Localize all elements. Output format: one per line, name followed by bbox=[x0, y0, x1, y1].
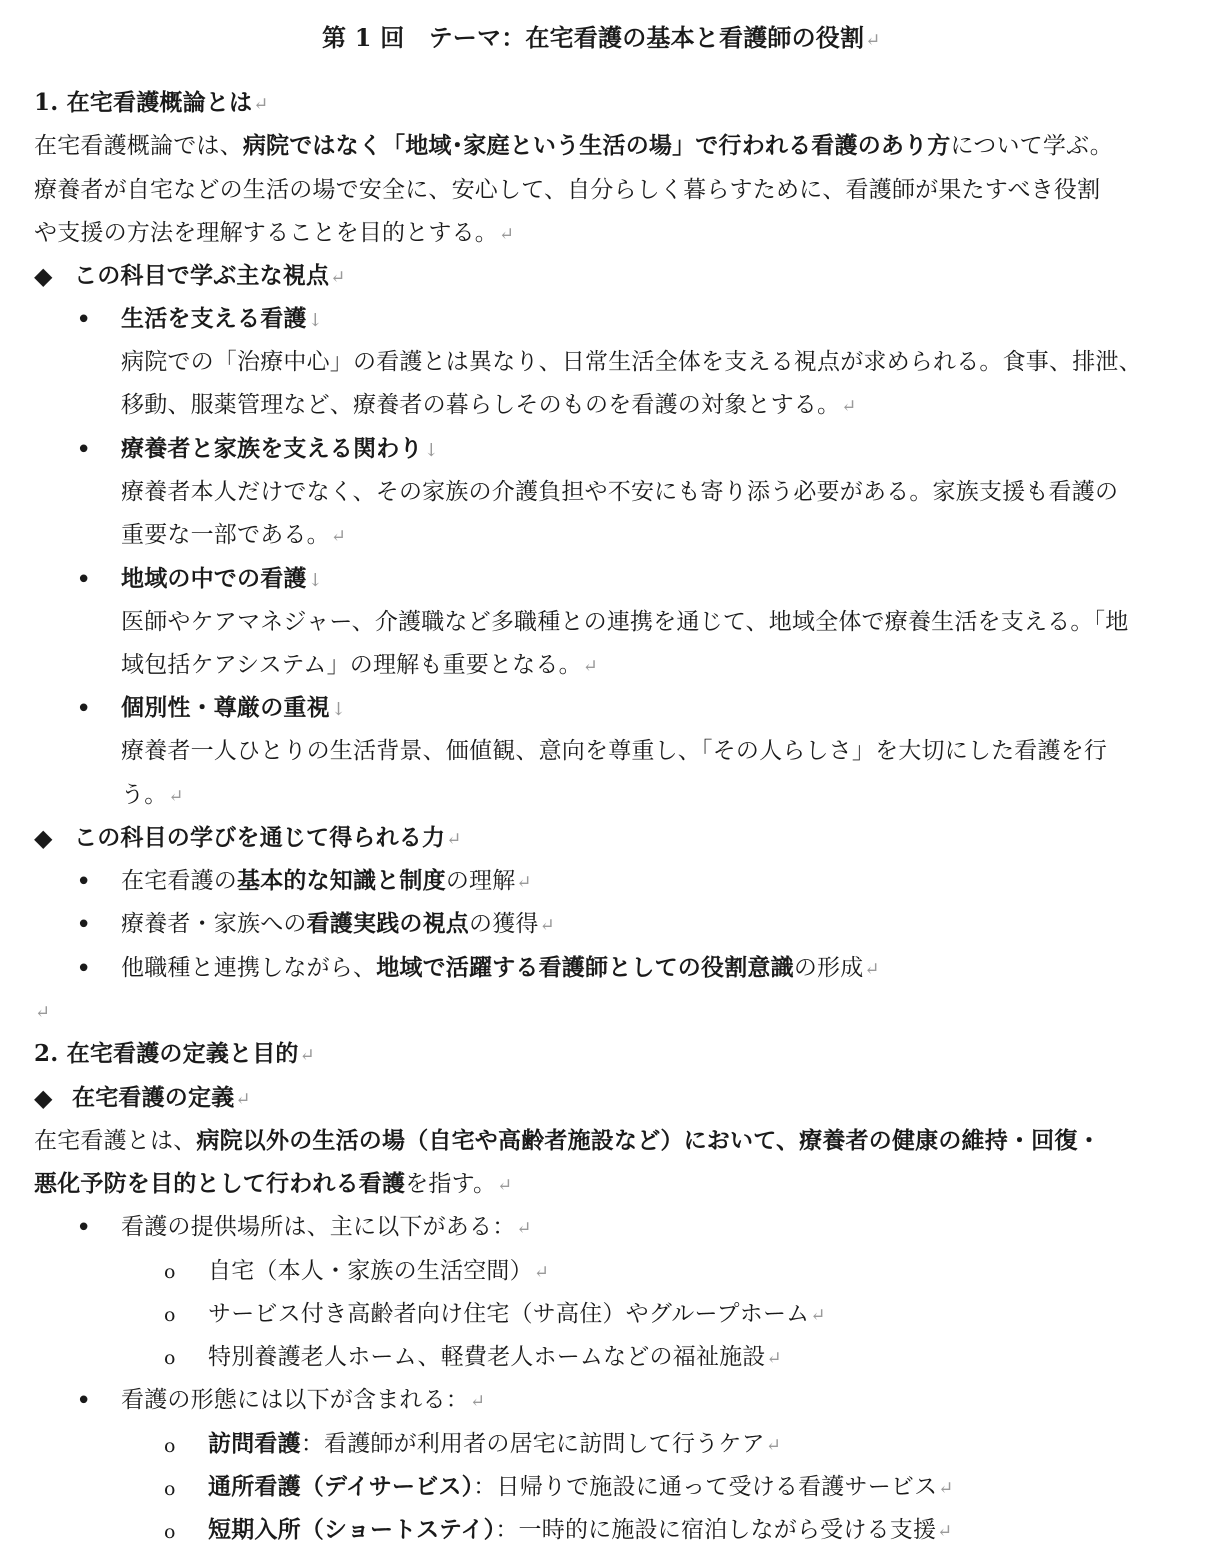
bullet-icon bbox=[76, 1213, 91, 1243]
sub-bullet-glyph: o bbox=[164, 1261, 176, 1283]
bullet-glyph: • bbox=[76, 694, 92, 724]
intro-line-3 bbox=[34, 218, 514, 250]
gain-item bbox=[121, 866, 532, 898]
form-desc: ：一時的に施設に宿泊しながら受ける支援 bbox=[495, 1517, 937, 1543]
line-break-mark: ↓ bbox=[307, 570, 323, 591]
sub-bullet-glyph: o bbox=[164, 1304, 176, 1326]
viewpoint-title-text: 個別性・尊厳の重視 bbox=[121, 694, 330, 721]
place-text: 特別養護老人ホーム、軽費老人ホームなどの福祉施設 bbox=[208, 1344, 766, 1370]
viewpoint-text: 移動、服薬管理など、療養者の暮らしそのものを看護の対象とする。 bbox=[121, 392, 841, 418]
return-mark: ↵ bbox=[766, 1348, 782, 1369]
intro-line-2 bbox=[34, 175, 1100, 205]
places-lead bbox=[121, 1212, 532, 1244]
bullet-glyph: • bbox=[76, 1386, 92, 1416]
viewpoint-text: 重要な一部である。 bbox=[121, 522, 330, 548]
gain-bold: 地域で活躍する看護師としての役割意識 bbox=[376, 954, 794, 981]
return-mark: ↵ bbox=[235, 1089, 251, 1110]
gains-heading bbox=[74, 823, 462, 855]
viewpoint-title-text: 生活を支える看護 bbox=[121, 305, 307, 332]
place-text: サービス付き高齢者向け住宅（サ高住）やグループホーム bbox=[208, 1301, 810, 1327]
viewpoint-body bbox=[121, 650, 598, 682]
return-mark: ↵ bbox=[938, 1478, 954, 1499]
intro-text: や支援の方法を理解することを目的とする。 bbox=[34, 220, 498, 246]
viewpoint-body bbox=[121, 607, 1128, 637]
bullet-icon bbox=[76, 565, 91, 595]
return-mark: ↵ bbox=[937, 1521, 953, 1542]
gain-item bbox=[121, 909, 555, 941]
diamond-bullet-icon bbox=[34, 1083, 52, 1113]
return-mark: ↵ bbox=[582, 656, 599, 677]
return-mark: ↵ bbox=[497, 1175, 513, 1196]
bullet-glyph: • bbox=[76, 867, 92, 897]
diamond-bullet-icon bbox=[34, 261, 52, 291]
sub-bullet-icon bbox=[164, 1300, 175, 1330]
viewpoint-text: 医師やケアマネジャー、介護職など多職種との連携を通じて、地域全体で療養生活を支える。「地 bbox=[121, 609, 1129, 635]
bullet-glyph: • bbox=[76, 910, 92, 940]
form-item bbox=[208, 1515, 952, 1547]
intro-text: 在宅看護概論では、 bbox=[34, 133, 243, 159]
return-mark: ↵ bbox=[470, 1391, 486, 1412]
viewpoint-body bbox=[121, 477, 1118, 507]
definition-heading-text: 在宅看護の定義 bbox=[72, 1084, 235, 1111]
section-2-heading bbox=[34, 1039, 315, 1071]
definition-bold: 悪化予防を目的として行われる看護 bbox=[34, 1170, 406, 1197]
viewpoint-body bbox=[121, 520, 346, 552]
viewpoint-title bbox=[121, 693, 346, 725]
gain-bold: 基本的な知識と制度 bbox=[237, 867, 446, 894]
form-name: 通所看護（デイサービス） bbox=[208, 1473, 474, 1500]
line-break-mark: ↓ bbox=[307, 310, 323, 331]
forms-lead bbox=[121, 1385, 485, 1417]
bullet-icon bbox=[76, 694, 91, 724]
return-mark: ↵ bbox=[516, 872, 532, 893]
place-item bbox=[208, 1256, 549, 1288]
viewpoint-title bbox=[121, 434, 439, 466]
sub-bullet-icon bbox=[164, 1517, 175, 1547]
viewpoints-heading-text: この科目で学ぶ主な視点 bbox=[74, 262, 330, 289]
bullet-icon bbox=[76, 867, 91, 897]
viewpoint-text: 療養者一人ひとりの生活背景、価値観、意向を尊重し、「その人らしさ」を大切にした看護を行 bbox=[121, 738, 1108, 764]
gain-text: 在宅看護の bbox=[121, 868, 237, 894]
diamond-glyph: ◆ bbox=[34, 824, 53, 852]
places-lead-text: 看護の提供場所は、主に以下がある： bbox=[121, 1214, 516, 1240]
diamond-bullet-icon bbox=[34, 823, 52, 853]
gain-text: の理解 bbox=[445, 868, 516, 894]
return-mark: ↵ bbox=[516, 1218, 532, 1239]
viewpoint-body bbox=[121, 390, 857, 422]
intro-text: について学ぶ。 bbox=[950, 133, 1113, 159]
form-desc: ：看護師が利用者の居宅に訪問して行うケア bbox=[300, 1431, 765, 1457]
definition-heading bbox=[72, 1083, 251, 1115]
page-title bbox=[322, 23, 881, 56]
sub-bullet-glyph: o bbox=[164, 1521, 176, 1543]
bullet-icon bbox=[76, 435, 91, 465]
sub-bullet-glyph: o bbox=[164, 1435, 176, 1457]
place-text: 自宅（本人・家族の生活空間） bbox=[208, 1258, 533, 1284]
form-desc: ：日帰りで施設に通って受ける看護サービス bbox=[473, 1474, 938, 1500]
return-mark: ↵ bbox=[446, 829, 462, 850]
viewpoint-text: 病院での「治療中心」の看護とは異なり、日常生活全体を支える視点が求められる。食事、排泄、 bbox=[121, 349, 1142, 375]
bullet-icon bbox=[76, 954, 91, 984]
definition-line-1 bbox=[34, 1126, 1101, 1156]
form-name: 短期入所（ショートステイ） bbox=[208, 1516, 496, 1543]
viewpoint-text: う。 bbox=[121, 782, 168, 808]
bullet-glyph: • bbox=[76, 954, 92, 984]
return-mark: ↵ bbox=[533, 1262, 550, 1283]
form-item bbox=[208, 1472, 954, 1504]
gain-text: の獲得 bbox=[469, 911, 539, 937]
bullet-icon bbox=[76, 305, 91, 335]
gains-heading-text: この科目の学びを通じて得られる力 bbox=[74, 824, 446, 851]
return-mark: ↵ bbox=[330, 526, 347, 547]
bullet-icon bbox=[76, 910, 91, 940]
return-mark: ↵ bbox=[330, 267, 346, 288]
sub-bullet-icon bbox=[164, 1343, 175, 1373]
viewpoint-body bbox=[121, 736, 1107, 766]
return-mark: ↵ bbox=[864, 959, 880, 980]
sub-bullet-icon bbox=[164, 1257, 175, 1287]
line-break-mark: ↓ bbox=[330, 699, 347, 720]
viewpoint-title bbox=[121, 564, 323, 596]
form-name: 訪問看護 bbox=[208, 1430, 301, 1457]
section-1-heading bbox=[34, 88, 269, 120]
return-mark: ↵ bbox=[865, 30, 881, 51]
sub-bullet-glyph: o bbox=[164, 1478, 176, 1500]
return-mark: ↵ bbox=[499, 224, 515, 245]
sub-bullet-icon bbox=[164, 1431, 175, 1461]
intro-bold: 病院ではなく「地域･家庭という生活の場」で行われる看護のあり方 bbox=[242, 132, 951, 159]
return-mark: ↵ bbox=[299, 1045, 315, 1066]
place-item bbox=[208, 1342, 782, 1374]
definition-text: を指す。 bbox=[405, 1171, 497, 1197]
viewpoint-title-text: 療養者と家族を支える関わり bbox=[121, 435, 423, 462]
return-mark: ↵ bbox=[539, 915, 555, 936]
gain-text: の形成 bbox=[793, 955, 864, 981]
bullet-glyph: • bbox=[76, 565, 92, 595]
intro-line-1 bbox=[34, 131, 1113, 161]
form-item bbox=[208, 1429, 781, 1461]
return-mark: ↵ bbox=[35, 1002, 51, 1023]
bullet-glyph: • bbox=[76, 1213, 92, 1243]
viewpoints-heading bbox=[74, 261, 346, 293]
sub-bullet-glyph: o bbox=[164, 1347, 176, 1369]
return-mark: ↵ bbox=[841, 396, 857, 417]
bullet-icon bbox=[76, 1386, 91, 1416]
viewpoint-title bbox=[121, 304, 323, 336]
definition-text: 在宅看護とは、 bbox=[34, 1128, 197, 1154]
gain-text: 療養者・家族への bbox=[121, 911, 307, 937]
empty-paragraph bbox=[34, 996, 50, 1028]
intro-text: 療養者が自宅などの生活の場で安全に、安心して、自分らしく暮らすために、看護師が果たすべき役割 bbox=[34, 177, 1101, 203]
section-1-heading-text: 1. 在宅看護概論とは bbox=[34, 89, 253, 116]
viewpoint-body bbox=[121, 780, 184, 812]
diamond-glyph: ◆ bbox=[34, 262, 53, 290]
place-item bbox=[208, 1299, 826, 1331]
sub-bullet-icon bbox=[164, 1474, 175, 1504]
viewpoint-title-text: 地域の中での看護 bbox=[121, 565, 307, 592]
gain-bold: 看護実践の視点 bbox=[306, 910, 470, 937]
viewpoint-text: 療養者本人だけでなく、その家族の介護負担や不安にも寄り添う必要がある。家族支援も看護の bbox=[121, 479, 1119, 505]
line-break-mark: ↓ bbox=[423, 440, 439, 461]
return-mark: ↵ bbox=[810, 1305, 826, 1326]
definition-bold: 病院以外の生活の場（自宅や高齢者施設など）において、療養者の健康の維持・回復・ bbox=[196, 1127, 1101, 1154]
viewpoint-body bbox=[121, 347, 1142, 377]
forms-lead-text: 看護の形態には以下が含まれる： bbox=[121, 1387, 469, 1413]
gain-text: 他職種と連携しながら、 bbox=[121, 955, 377, 981]
return-mark: ↵ bbox=[765, 1435, 782, 1456]
viewpoint-text: 域包括ケアシステム」の理解も重要となる。 bbox=[121, 652, 582, 678]
return-mark: ↵ bbox=[168, 786, 184, 807]
return-mark: ↵ bbox=[253, 94, 269, 115]
definition-line-2 bbox=[34, 1169, 512, 1201]
title-text: 第 1 回 テーマ：在宅看護の基本と看護師の役割 bbox=[322, 23, 865, 52]
diamond-glyph: ◆ bbox=[34, 1084, 53, 1112]
gain-item bbox=[121, 953, 880, 985]
section-2-heading-text: 2. 在宅看護の定義と目的 bbox=[34, 1040, 299, 1067]
bullet-glyph: • bbox=[76, 435, 92, 465]
bullet-glyph: • bbox=[76, 305, 92, 335]
